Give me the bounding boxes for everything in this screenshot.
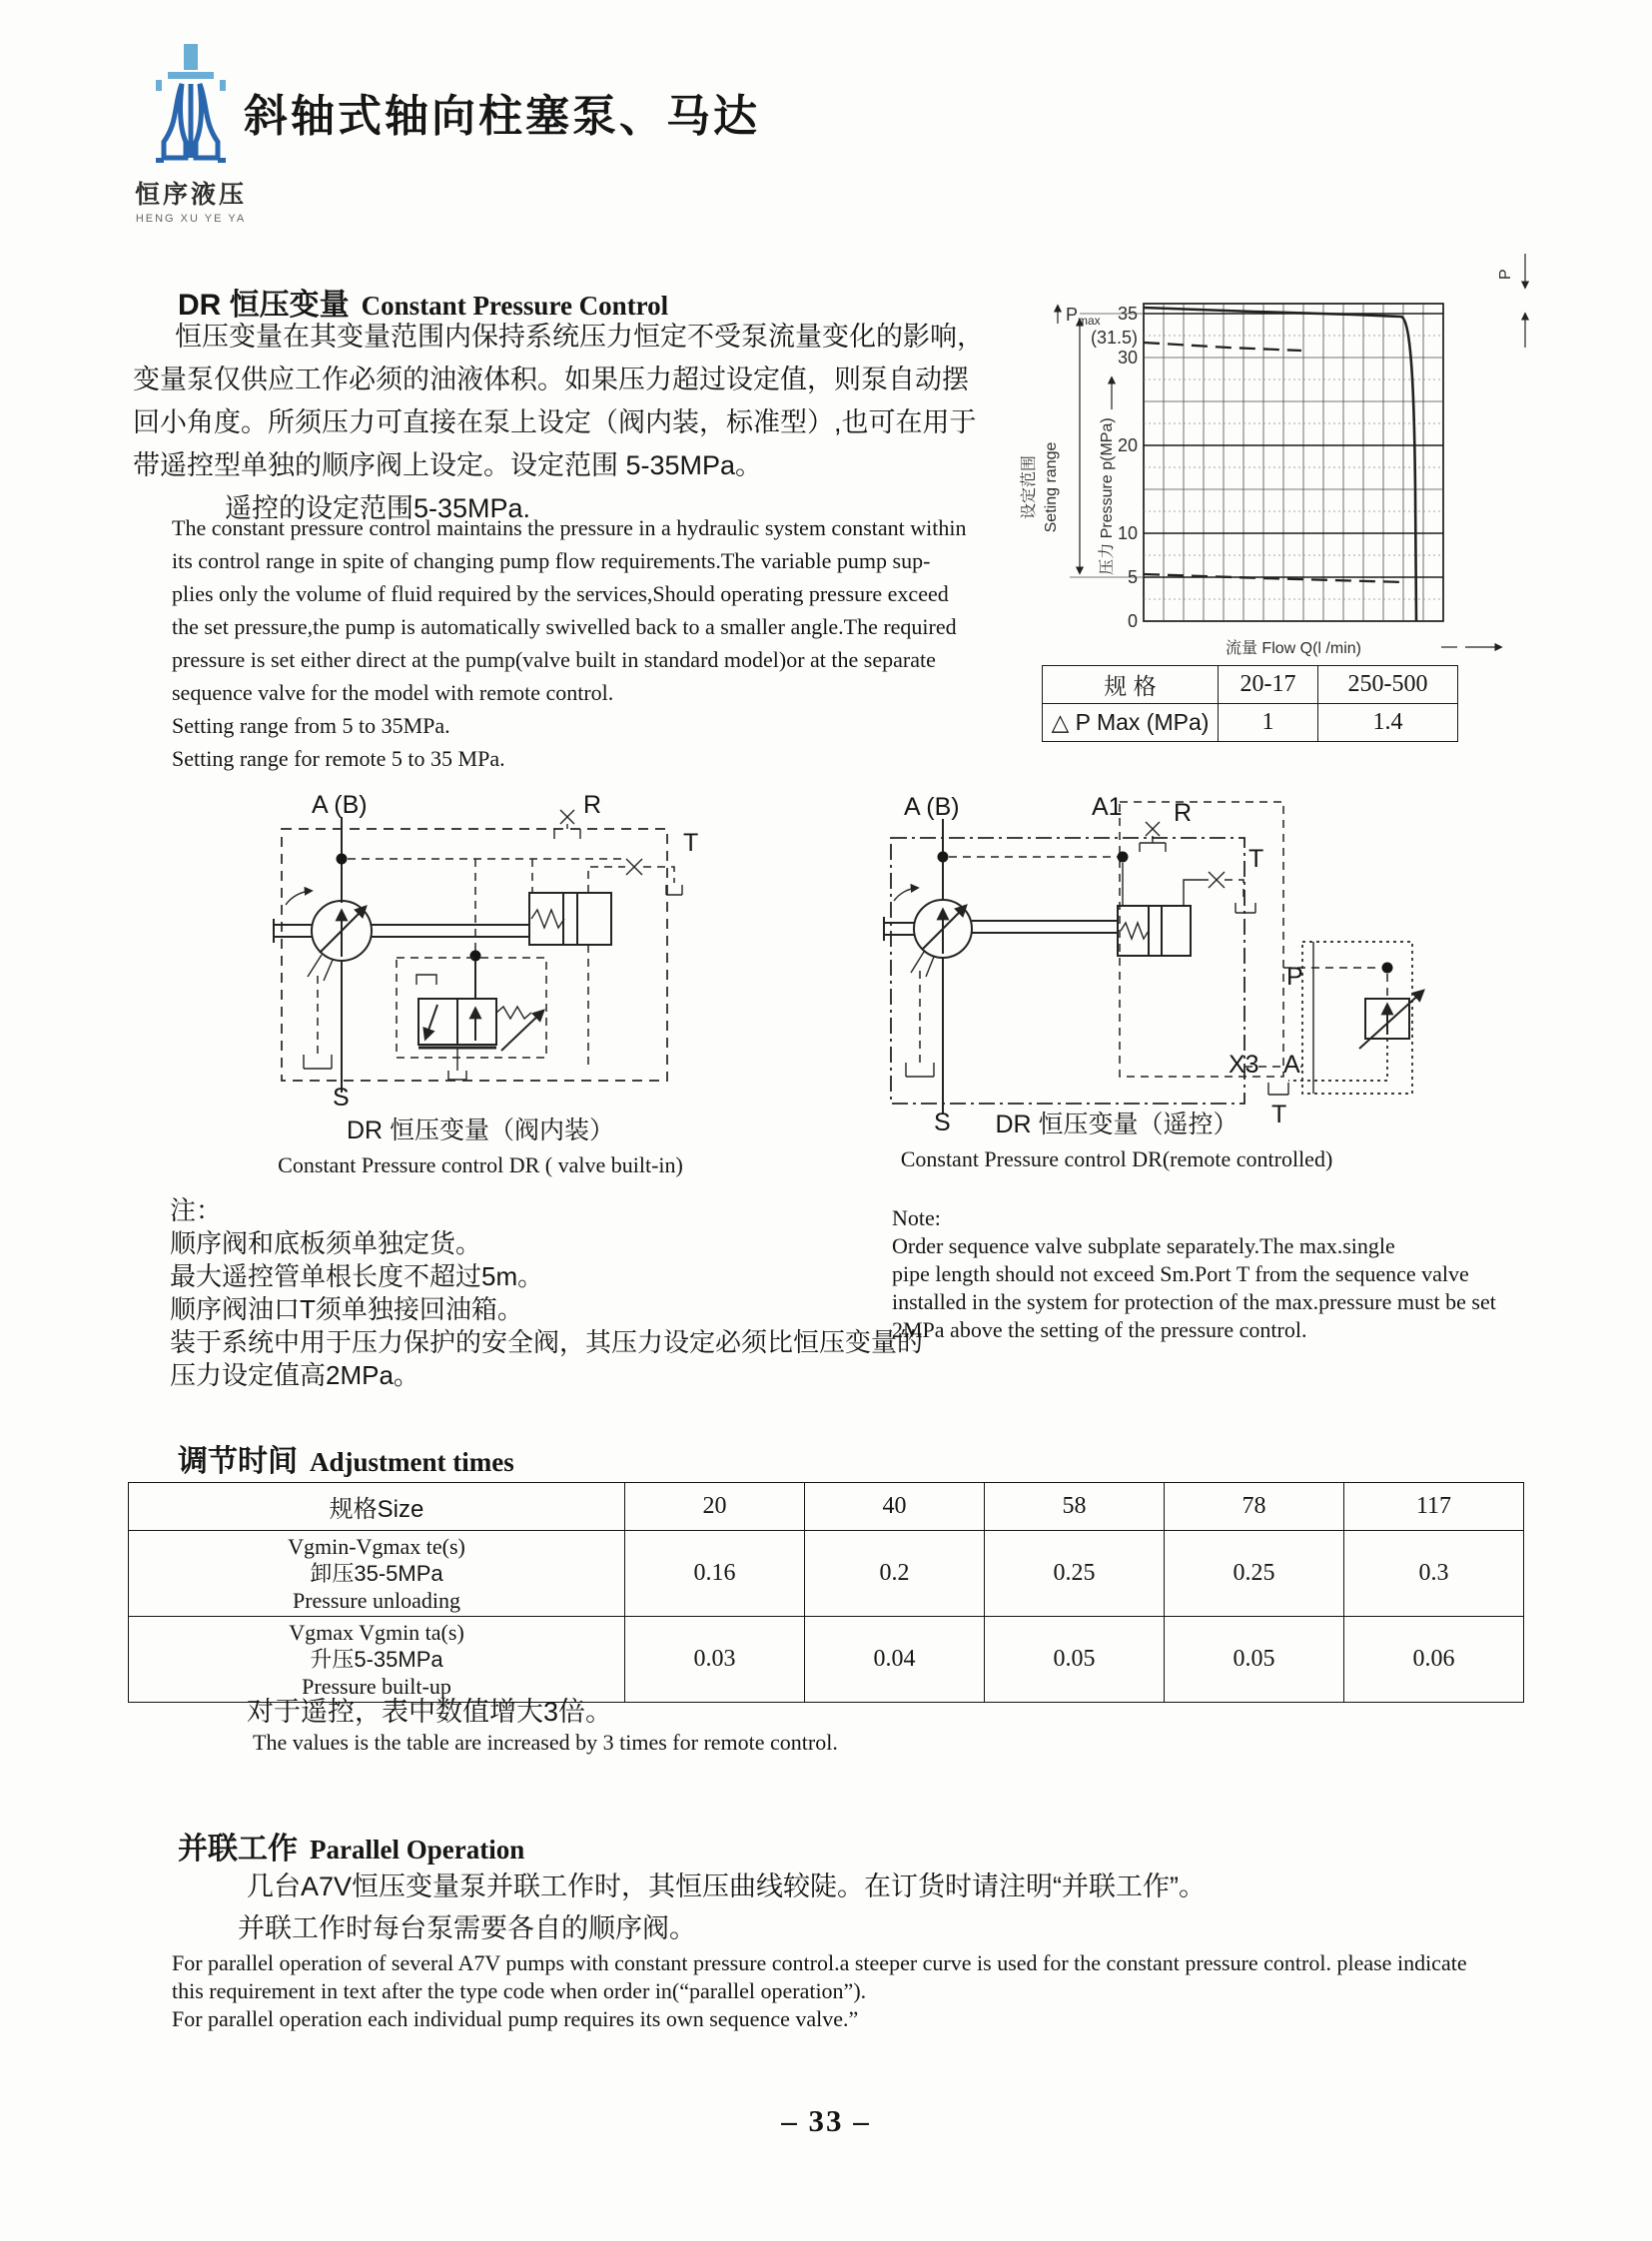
port-label-x3: X3 (1229, 1051, 1259, 1079)
y-tick-35: 35 (1117, 304, 1138, 324)
text-line: its control range in spite of changing pump flow requirements.The variable pump sup- (172, 548, 931, 573)
pressure-control-valve-symbol (416, 975, 543, 1080)
caption-en: Constant Pressure control DR(remote controlled) (900, 1146, 1333, 1171)
caption-left (172, 1111, 789, 1178)
vent-r-symbol (1140, 822, 1166, 852)
x-axis-label: 流量 Flow Q(l /min) (1225, 640, 1362, 657)
port-label-r: R (583, 791, 602, 819)
setting-range-label-cn: 设定范围 (1021, 454, 1038, 520)
cell-value: 0.04 (805, 1617, 985, 1703)
min-setting-curve (1144, 574, 1404, 582)
text-line: pipe length should not exceed Sm.Port T from the sequence valve (892, 1261, 1469, 1286)
parallel-heading-en: Parallel Operation (310, 1835, 525, 1865)
col-header: 20 (625, 1483, 805, 1531)
port-label-s: S (934, 1109, 951, 1132)
text-line: plies only the volume of fluid required by the services,Should operating pressure exceed (172, 581, 949, 606)
y-tick-0: 0 (1127, 611, 1138, 631)
text-line: The constant pressure control maintains the pressure in a hydraulic system constant within (172, 515, 967, 540)
text-line: 压力设定值高2MPa。 (170, 1360, 419, 1390)
sequence-valve-envelope (1302, 942, 1412, 1094)
notes-en (892, 1204, 1496, 1344)
parallel-heading (178, 1824, 524, 1868)
text-line: 顺序阀和底板须单独定货。 (170, 1228, 482, 1258)
vent-icon (416, 975, 436, 985)
delta-p-label: P (1497, 269, 1514, 280)
spring-icon (531, 910, 564, 928)
y-tick-10: 10 (1117, 523, 1138, 543)
port-label-p: P (1286, 963, 1303, 991)
tank-symbol (1268, 1083, 1288, 1095)
tank-symbol (1236, 903, 1255, 913)
text-line: this requirement in text after the type code when order in(“parallel operation”). (172, 1978, 867, 2003)
y-tick-20: 20 (1117, 435, 1138, 455)
row-label-unloading (129, 1531, 625, 1617)
text-line: 2MPa above the setting of the pressure control. (892, 1317, 1307, 1342)
throttle-t-symbol (626, 859, 682, 895)
adjustment-note-cn: 对于遥控，表中数值增大3倍。 (247, 1697, 613, 1727)
setting-range-label-en: Seting range (1043, 441, 1060, 533)
cell-value: 0.16 (625, 1531, 805, 1617)
table-row (129, 1531, 1524, 1617)
pmax-label: $P_{max}$ (1066, 305, 1101, 328)
port-label-r: R (1174, 799, 1193, 827)
caption-en: Constant Pressure control DR ( valve built-in) (278, 1152, 683, 1177)
junction-node (938, 852, 949, 863)
logo-name-en: HENG XU YE YA (135, 213, 247, 225)
text-line: pressure is set either direct at the pump(valve built in standard model)or at the separate (172, 647, 936, 672)
text-line: sequence valve for the model with remote control. (172, 680, 614, 705)
col-header: 117 (1344, 1483, 1524, 1531)
variable-pump-symbol (274, 891, 372, 981)
dr-heading-en: Constant Pressure Control (361, 291, 669, 321)
y-tick-31-5: (31.5) (1090, 328, 1138, 348)
pressure-flow-chart (1014, 192, 1543, 669)
text-line: 最大遥控管单根长度不超过5m。 (170, 1261, 544, 1291)
cell-value: 0.05 (985, 1617, 1165, 1703)
tank-symbol (304, 1055, 332, 1069)
cell-value: 0.05 (1165, 1617, 1344, 1703)
y-tick-30: 30 (1117, 348, 1138, 368)
dr-paragraph-en (172, 511, 1051, 775)
junction-node (337, 854, 348, 865)
text-line: Pressure built-up (302, 1674, 451, 1699)
page-number: – 33 – (781, 2103, 871, 2138)
max-pressure-curve (1144, 308, 1416, 621)
dr-paragraph-cn (133, 316, 1032, 530)
cell-value: 0.03 (625, 1617, 805, 1703)
tank-symbol (448, 1071, 466, 1080)
caption-cn: DR 恒压变量（遥控） (995, 1111, 1239, 1138)
vent-r-symbol (554, 810, 580, 839)
logo-name-cn: 恒序液压 (134, 181, 247, 209)
y-tick-5: 5 (1127, 567, 1138, 587)
text-line: 并联工作时每台泵需要各自的顺序阀。 (238, 1913, 696, 1943)
text-line: 遥控的设定范围5-35MPa. (225, 493, 531, 523)
text-line: Setting range for remote 5 to 35 MPa. (172, 746, 505, 771)
text-line: Setting range from 5 to 35MPa. (172, 713, 450, 738)
parallel-paragraph-en (172, 1949, 1467, 2033)
adjustment-arrow-icon (501, 1011, 543, 1051)
text-line: 注： (170, 1195, 223, 1225)
text-line: 装于系统中用于压力保护的安全阀，其压力设定必须比恒压变量的 (170, 1327, 924, 1357)
junction-node (1382, 963, 1393, 974)
port-label-s: S (333, 1084, 350, 1109)
sequence-valve-symbol (1268, 991, 1423, 1095)
text-line: 带遥控型单独的顺序阀上设定。设定范围 5-35MPa。 (133, 450, 763, 480)
text-line: 回小角度。所须压力可直接在泵上设定（阀内装，标准型）,也可在用于 (133, 407, 977, 437)
text-line: 卸压35-5MPa (310, 1561, 443, 1586)
caption-cn: DR 恒压变量（阀内装） (346, 1117, 615, 1144)
cell-value: 0.06 (1344, 1617, 1524, 1703)
text-line: Pressure unloading (292, 1588, 461, 1613)
table-row (1043, 704, 1458, 742)
spec-value-1: 1 (1219, 704, 1318, 742)
text-line: 变量泵仅供应工作必须的油液体积。如果压力超过设定值，则泵自动摆 (133, 365, 969, 394)
port-label-ab: A (B) (904, 793, 960, 821)
text-line: For parallel operation each individual pump requires its own sequence valve.” (172, 2006, 859, 2031)
delta-p-table (1042, 665, 1458, 742)
port-label-a1: A1 (1092, 793, 1123, 821)
text-line: Vgmin-Vgmax te(s) (288, 1534, 465, 1559)
stroking-cylinder-symbol (1118, 906, 1191, 956)
cell-value: 0.3 (1344, 1531, 1524, 1617)
text-line: Note: (892, 1205, 941, 1230)
text-line: Vgmax Vgmin ta(s) (289, 1620, 464, 1645)
spec-header-size: 规 格 (1043, 666, 1219, 704)
adjustment-heading (178, 1436, 514, 1480)
cell-value: 0.25 (985, 1531, 1165, 1617)
table-header-row (129, 1483, 1524, 1531)
adjustment-heading-cn: 调节时间 (178, 1445, 298, 1478)
variable-pump-symbol (884, 888, 972, 977)
junction-node (1118, 852, 1129, 863)
spec-row-label: △ P Max (MPa) (1043, 704, 1219, 742)
spec-header-20-17: 20-17 (1219, 666, 1318, 704)
adjustment-heading-en: Adjustment times (310, 1447, 514, 1477)
circuit-diagram-valve-built-in (170, 771, 714, 1109)
port-label-ab: A (B) (312, 791, 368, 819)
col-header-size: 规格Size (129, 1483, 625, 1531)
pump-logo-icon (126, 40, 256, 168)
parallel-paragraph-cn (238, 1866, 1206, 1949)
port-label-t2: T (1271, 1101, 1287, 1128)
col-header: 40 (805, 1483, 985, 1531)
col-header: 78 (1165, 1483, 1344, 1531)
text-line: 恒压变量在其变量范围内保持系统压力恒定不受泵流量变化的影响， (175, 322, 984, 352)
page-title: 斜轴式轴向柱塞泵、马达 (244, 92, 760, 141)
port-label-t: T (1248, 845, 1264, 873)
cell-value: 0.25 (1165, 1531, 1344, 1617)
remote-setting-curve (1144, 343, 1301, 351)
text-line: 几台A7V恒压变量泵并联工作时，其恒压曲线较陡。在订货时请注明“并联工作”。 (247, 1871, 1207, 1901)
spec-value-2: 1.4 (1318, 704, 1458, 742)
text-line: 升压5-35MPa (310, 1647, 443, 1672)
notes-cn (170, 1194, 923, 1392)
text-line: For parallel operation of several A7V pumps with constant pressure control.a steeper curve is used for the constant pressure control. please indicate (172, 1950, 1467, 1975)
junction-node (470, 951, 481, 962)
adjustment-note-en: The values is the table are increased by 3 times for remote control. (253, 1730, 838, 1755)
col-header: 58 (985, 1483, 1165, 1531)
spring-icon (496, 1007, 531, 1019)
table-row (1043, 666, 1458, 704)
adjustment-table (128, 1482, 1524, 1703)
text-line: Order sequence valve subplate separately.The max.single (892, 1233, 1395, 1258)
tank-symbol (906, 1063, 934, 1077)
port-label-a: A (1283, 1051, 1300, 1079)
text-line: the set pressure,the pump is automatically swivelled back to a smaller angle.The required (172, 614, 957, 639)
spec-header-250-500: 250-500 (1318, 666, 1458, 704)
text-line: installed in the system for protection of the max.pressure must be set (892, 1289, 1496, 1314)
parallel-heading-cn: 并联工作 (178, 1833, 298, 1866)
circuit-diagram-remote-controlled (844, 771, 1473, 1132)
stroking-cylinder-symbol (529, 893, 611, 945)
tank-symbol (666, 885, 682, 895)
dr-heading-cn: DR 恒压变量 (178, 289, 350, 322)
horizontal-gridlines (1144, 314, 1443, 599)
spring-icon (1121, 923, 1149, 939)
y-axis-label: 压力 Pressure p(MPa) (1099, 417, 1116, 575)
pump-envelope (891, 838, 1244, 1104)
cell-value: 0.2 (805, 1531, 985, 1617)
caption-right (807, 1105, 1426, 1172)
text-line: 顺序阀油口T须单独接回油箱。 (170, 1294, 523, 1324)
port-label-t: T (683, 829, 699, 857)
